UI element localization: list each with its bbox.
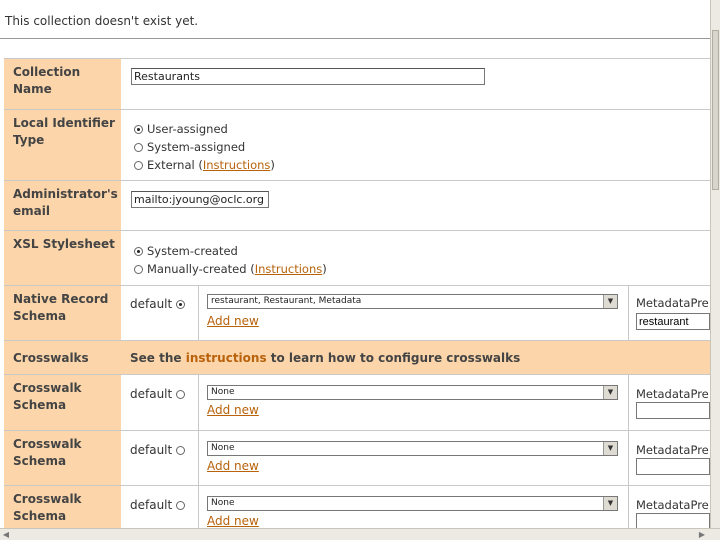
cell-divider — [198, 486, 199, 529]
metadata-prefix-label: MetadataPre — [636, 387, 709, 401]
metadata-prefix-input[interactable] — [636, 402, 710, 419]
crosswalk-row — [4, 374, 710, 431]
default-radio-group[interactable]: default — [130, 443, 189, 457]
chevron-down-icon[interactable]: ▼ — [603, 442, 617, 455]
collection-name-input[interactable] — [131, 68, 485, 85]
metadata-prefix-label: MetadataPre — [636, 498, 709, 512]
cell-divider — [628, 486, 629, 529]
scroll-right-icon[interactable]: ▶ — [698, 530, 706, 539]
radio-button[interactable] — [134, 265, 143, 274]
radio-system-assigned[interactable]: System-assigned — [134, 140, 245, 154]
metadata-prefix-input[interactable] — [636, 513, 710, 529]
chevron-down-icon[interactable]: ▼ — [603, 386, 617, 399]
radio-button[interactable] — [134, 143, 143, 152]
native-schema-select[interactable]: restaurant, Restaurant, Metadata ▼ — [207, 294, 618, 309]
crosswalk-label: Crosswalk Schema — [4, 375, 121, 431]
cell-divider — [628, 375, 629, 431]
metadata-prefix-label: MetadataPre — [636, 296, 709, 310]
radio-button[interactable] — [176, 501, 185, 510]
metadata-prefix-label: MetadataPre — [636, 443, 709, 457]
cell-divider — [198, 286, 199, 341]
radio-user-assigned[interactable]: User-assigned — [134, 122, 228, 136]
collection-name-row — [4, 58, 710, 110]
chevron-down-icon[interactable]: ▼ — [603, 497, 617, 510]
crosswalk-schema-select[interactable]: None ▼ — [207, 385, 618, 400]
cell-divider — [628, 286, 629, 341]
admin-email-input[interactable] — [131, 191, 269, 208]
metadata-prefix-input[interactable] — [636, 313, 710, 330]
crosswalk-row — [4, 430, 710, 486]
scrollbar-thumb[interactable] — [712, 30, 719, 190]
admin-email-label: Administrator's email — [4, 181, 121, 231]
radio-button[interactable] — [176, 446, 185, 455]
crosswalk-label: Crosswalk Schema — [4, 431, 121, 486]
scroll-left-icon[interactable]: ◀ — [2, 530, 10, 539]
cell-divider — [198, 375, 199, 431]
cell-divider — [628, 431, 629, 486]
crosswalk-row — [4, 485, 710, 529]
add-new-link[interactable]: Add new — [207, 314, 259, 328]
radio-button[interactable] — [134, 161, 143, 170]
radio-button[interactable] — [176, 300, 185, 309]
radio-button[interactable] — [134, 125, 143, 134]
crosswalks-header-row — [4, 340, 710, 375]
radio-system-created[interactable]: System-created — [134, 244, 238, 258]
crosswalk-schema-select[interactable]: None ▼ — [207, 441, 618, 456]
default-radio-group[interactable]: default — [130, 297, 189, 311]
horizontal-scrollbar[interactable] — [0, 528, 720, 540]
add-new-link[interactable]: Add new — [207, 514, 259, 528]
crosswalk-schema-select[interactable]: None ▼ — [207, 496, 618, 511]
add-new-link[interactable]: Add new — [207, 459, 259, 473]
collection-name-label: Collection Name — [4, 59, 121, 110]
default-radio-group[interactable]: default — [130, 387, 189, 401]
local-identifier-row — [4, 109, 710, 181]
divider — [0, 38, 710, 39]
native-record-label: Native Record Schema — [4, 286, 121, 341]
radio-manually-created[interactable]: Manually-created (Instructions) — [134, 262, 327, 276]
cell-divider — [198, 431, 199, 486]
native-record-row — [4, 285, 710, 341]
radio-button[interactable] — [176, 390, 185, 399]
radio-button[interactable] — [134, 247, 143, 256]
crosswalks-help: See the instructions to learn how to configure crosswalks — [130, 351, 521, 365]
radio-external[interactable]: External (Instructions) — [134, 158, 275, 172]
status-message: This collection doesn't exist yet. — [5, 14, 199, 28]
default-radio-group[interactable]: default — [130, 498, 189, 512]
metadata-prefix-input[interactable] — [636, 458, 710, 475]
admin-email-row — [4, 180, 710, 231]
instructions-link[interactable]: Instructions — [254, 262, 323, 276]
instructions-link[interactable]: instructions — [185, 351, 267, 365]
crosswalks-label: Crosswalks — [13, 351, 89, 365]
xsl-stylesheet-label: XSL Stylesheet — [4, 231, 121, 286]
local-identifier-label: Local Identifier Type — [4, 110, 121, 181]
crosswalk-label: Crosswalk Schema — [4, 486, 121, 529]
vertical-scrollbar[interactable] — [710, 0, 720, 528]
instructions-link[interactable]: Instructions — [202, 158, 271, 172]
chevron-down-icon[interactable]: ▼ — [603, 295, 617, 308]
xsl-stylesheet-row — [4, 230, 710, 286]
add-new-link[interactable]: Add new — [207, 403, 259, 417]
